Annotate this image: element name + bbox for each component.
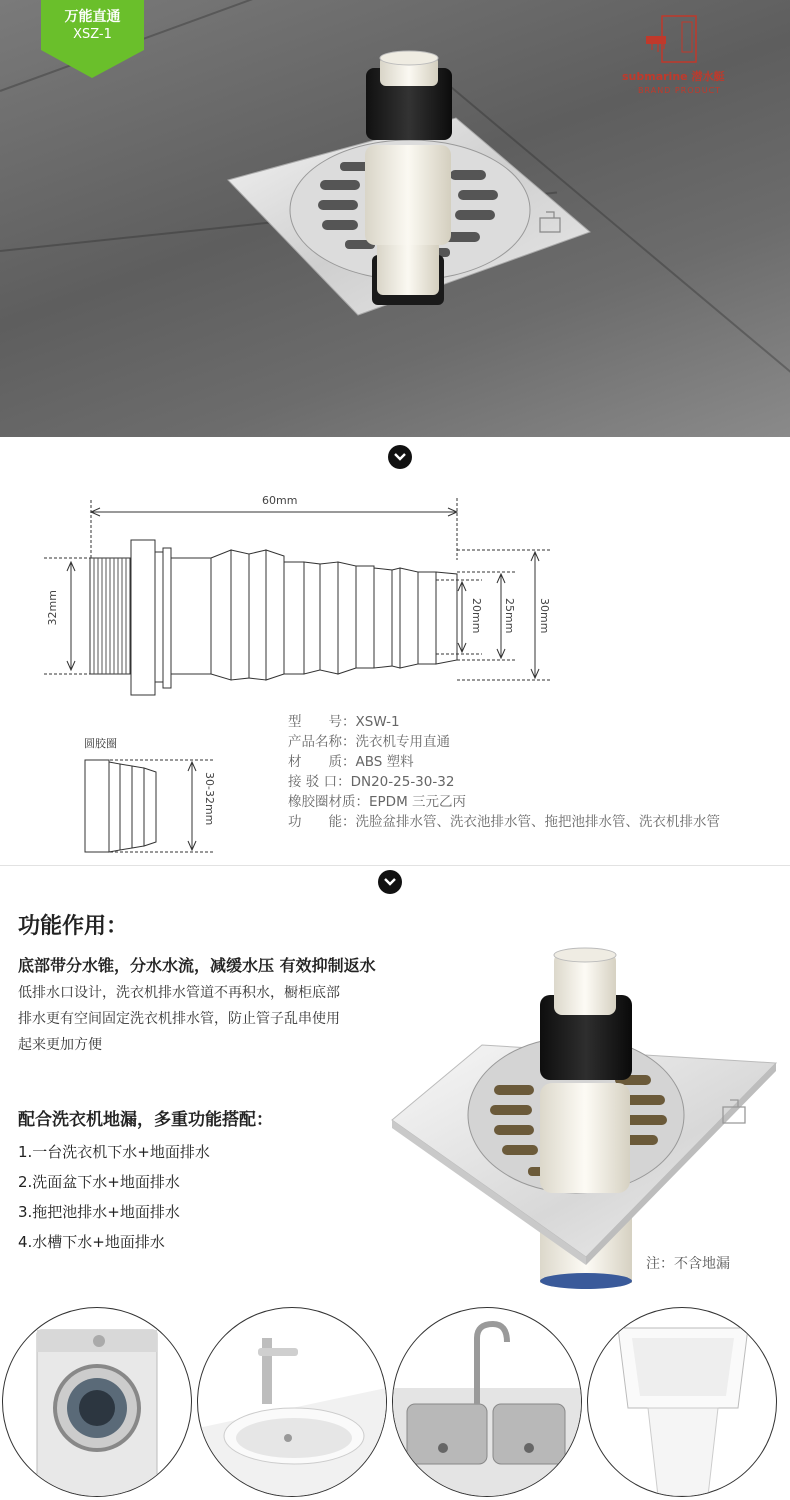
function-description: 低排水口设计，洗衣机排水管道不再积水，橱柜底部 排水更有空间固定洗衣机排水管，防止管子乱串使用 起来更加方便 [18,985,340,1053]
dimension-30: 30mm [538,598,551,634]
gasket-label: 圆胶圈 [84,737,117,750]
combo-list [18,1137,210,1257]
product-photo [390,945,780,1290]
combo-title: 配合洗衣机地漏，多重功能搭配： [18,1110,273,1130]
spec-row: 材 质：ABS 塑料 [288,754,414,770]
list-item: 2.洗面盆下水+地面排水 [18,1173,180,1191]
kitchen-sink-photo [392,1307,582,1497]
list-item: 3.拖把池排水+地面排水 [18,1203,180,1221]
brand-name: submarine 潜水艇 [622,70,725,83]
dimension-20: 20mm [470,598,483,634]
list-item: 1.一台洗衣机下水+地面排水 [18,1143,210,1161]
length-dimension: 60mm [262,494,298,507]
dimension-25: 25mm [503,598,516,634]
list-item: 4.水槽下水+地面排水 [18,1233,165,1251]
spec-row: 产品名称：洗衣机专用直通 [288,734,450,750]
thread-dimension: 32mm [46,590,59,626]
brand-sub: BRAND PRODUCT [638,86,722,95]
function-headline: 底部带分水锥，分水水流，减缓水压 有效抑制返水 [18,956,376,975]
spec-row: 型 号：XSW-1 [288,714,400,730]
spec-table [288,712,720,832]
mop-sink-photo [587,1307,777,1497]
washing-machine-photo [2,1307,192,1497]
badge-title: 万能直通 [64,9,121,25]
note-text: 注：不含地漏 [646,1256,730,1272]
floor-drain-illustration [0,0,790,437]
spec-row: 功 能：洗脸盆排水管、洗衣池排水管、拖把池排水管、洗衣机排水管 [288,814,720,830]
gasket-dimension: 30-32mm [203,772,216,826]
spec-row: 橡胶圈材质：EPDM 三元乙丙 [288,794,467,810]
badge-model: XSZ-1 [73,27,112,42]
spec-row: 接 驳 口：DN20-25-30-32 [288,774,455,790]
wash-basin-photo [197,1307,387,1497]
section-divider [0,865,790,866]
chevron-down-icon [388,445,412,469]
function-title: 功能作用： [18,914,129,939]
chevron-down-icon [378,870,402,894]
hero-photo [0,0,790,437]
